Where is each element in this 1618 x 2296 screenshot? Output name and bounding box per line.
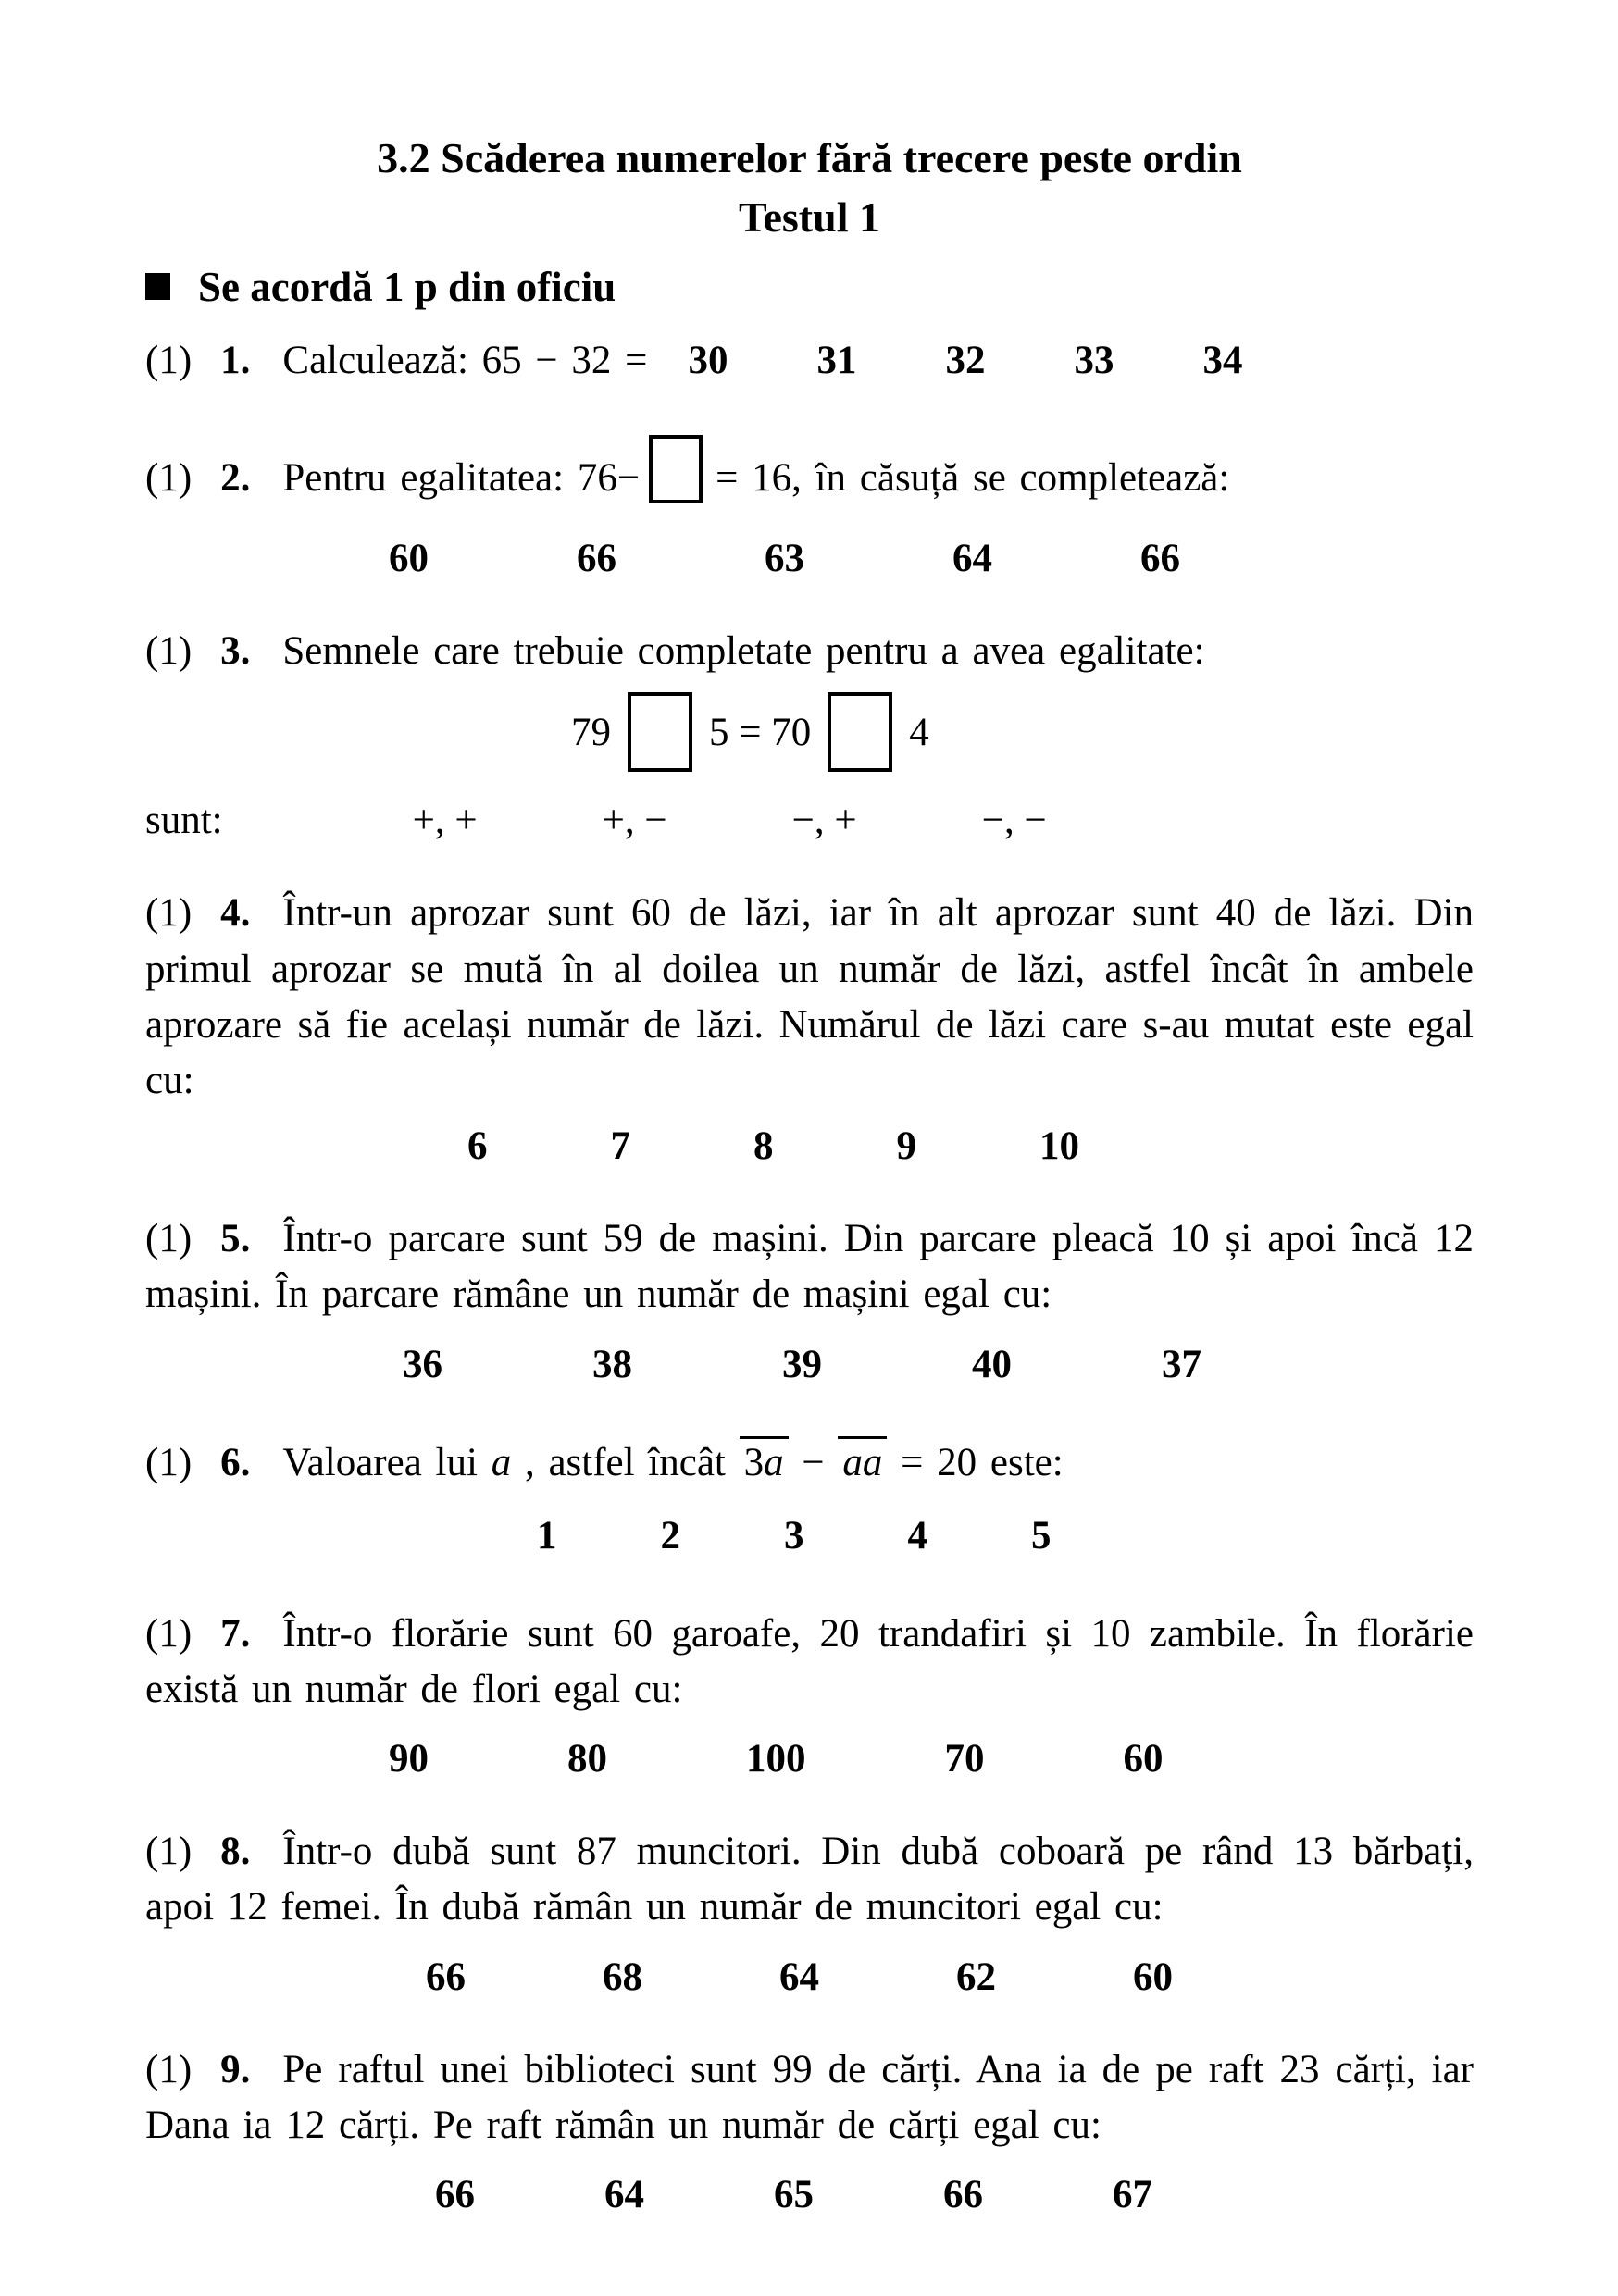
answer-option: 67 <box>1113 2172 1152 2216</box>
answer-options-row <box>145 1342 1474 1387</box>
question-points: (1) <box>145 1830 193 1874</box>
question-points: (1) <box>145 338 193 382</box>
question-5 <box>145 1211 1474 1386</box>
answer-option: 64 <box>604 2172 644 2216</box>
bullet-square-icon <box>145 273 170 300</box>
question-2-line <box>145 435 1474 506</box>
question-points: (1) <box>145 1440 193 1484</box>
answer-option: 10 <box>1039 1124 1079 1169</box>
question-3 <box>145 624 1474 843</box>
question-1-line <box>145 333 1474 389</box>
question-9-paragraph <box>145 2042 1474 2153</box>
answer-option: 63 <box>765 537 804 581</box>
answer-option: 66 <box>577 537 616 581</box>
question-6 <box>145 1435 1474 1558</box>
answer-option: 64 <box>779 1955 819 1999</box>
answer-option: 66 <box>943 2172 983 2216</box>
answer-options-row <box>145 1123 1474 1169</box>
office-note-text: Se acordă 1 p din oficiu <box>198 263 616 310</box>
question-text: = 20 este: <box>901 1440 1064 1484</box>
answer-option: 39 <box>782 1342 822 1386</box>
office-note <box>145 263 1474 311</box>
answer-option: 60 <box>1133 1955 1173 1999</box>
overline-aa <box>838 1436 887 1483</box>
question-points: (1) <box>145 629 193 674</box>
answer-option: 100 <box>746 1737 806 1781</box>
answer-box <box>649 435 703 503</box>
question-number: 1. <box>220 338 251 382</box>
question-text: Într-un aprozar sunt 60 de lăzi, iar în alt aprozar sunt 40 de lăzi. Din primul aprozar se mută în al doilea un număr de lăzi, astfel încât în ambele aprozare să fie același număr de lăzi. Numărul de lăzi care s-au mutat este egal cu: <box>145 891 1474 1103</box>
answer-option: 36 <box>403 1342 442 1386</box>
answer-option: 34 <box>1202 338 1243 382</box>
answer-option: 3 <box>784 1513 804 1558</box>
equation-row <box>145 692 1474 772</box>
question-number: 7. <box>220 1611 251 1656</box>
answer-option: 64 <box>952 537 992 581</box>
sunt-options-row <box>145 798 1474 843</box>
answer-options-row <box>145 1736 1474 1781</box>
question-points: (1) <box>145 891 193 936</box>
overline-variable: a <box>764 1440 784 1484</box>
sunt-label: sunt: <box>145 799 223 843</box>
answer-option: 80 <box>567 1737 607 1781</box>
answer-option: 40 <box>972 1342 1012 1386</box>
variable-a: a <box>491 1440 512 1484</box>
question-2 <box>145 435 1474 581</box>
question-points: (1) <box>145 1611 193 1656</box>
question-text-after-box: = 16, în căsuță se completează: <box>716 456 1230 501</box>
answer-option: −, − <box>981 799 1047 843</box>
overline-3a <box>740 1436 789 1483</box>
minus-sign: − <box>802 1440 825 1484</box>
overline-variable: aa <box>842 1440 883 1484</box>
question-8-paragraph <box>145 1824 1474 1935</box>
answer-option: 9 <box>896 1124 916 1169</box>
question-1 <box>145 333 1474 389</box>
answer-option: +, + <box>412 799 478 843</box>
question-text: Calculează: 65 − 32 = <box>282 338 648 382</box>
question-8 <box>145 1824 1474 1999</box>
equation-left: 79 <box>571 710 611 754</box>
answer-options-row <box>145 1955 1474 2000</box>
answer-option: 33 <box>1074 338 1114 382</box>
question-text: Pe raftul unei biblioteci sunt 99 de cărți. Ana ia de pe raft 23 cărți, iar Dana ia 12 cărți. Pe raft rămân un număr de cărți egal cu: <box>145 2047 1474 2147</box>
answer-options-row <box>145 536 1474 581</box>
answer-option: 90 <box>389 1737 429 1781</box>
equation-middle: 5 = 70 <box>709 710 812 754</box>
equation-right: 4 <box>909 710 929 754</box>
question-4-paragraph <box>145 886 1474 1109</box>
question-text: , astfel încât <box>524 1440 726 1484</box>
overline-digit: 3 <box>743 1440 765 1484</box>
question-text: Semnele care trebuie completate pentru a avea egalitate: <box>282 629 1205 674</box>
answer-option: 65 <box>774 2172 814 2216</box>
question-points: (1) <box>145 456 193 501</box>
answer-option: −, + <box>791 799 857 843</box>
question-5-paragraph <box>145 1211 1474 1322</box>
question-text: Valoarea lui <box>282 1440 478 1484</box>
page-subtitle: Testul 1 <box>739 192 880 241</box>
answer-option: 30 <box>688 338 728 382</box>
question-points: (1) <box>145 1217 193 1261</box>
answer-option: 2 <box>660 1513 680 1558</box>
question-9 <box>145 2042 1474 2217</box>
answer-box <box>628 692 692 772</box>
question-3-line <box>145 624 1474 679</box>
answer-option: 5 <box>1031 1513 1052 1558</box>
answer-option: 8 <box>753 1124 774 1169</box>
answer-option: 4 <box>907 1513 927 1558</box>
answer-box <box>828 692 892 772</box>
answer-option: 60 <box>389 537 429 581</box>
question-number: 2. <box>220 456 251 501</box>
answer-options-row <box>145 1513 1474 1558</box>
question-points: (1) <box>145 2047 193 2091</box>
question-text: Într-o parcare sunt 59 de mașini. Din parcare pleacă 10 și apoi încă 12 mașini. În parcare rămâne un număr de mașini egal cu: <box>145 1217 1474 1317</box>
question-number: 8. <box>220 1830 251 1874</box>
answer-option: 62 <box>956 1955 996 1999</box>
question-number: 5. <box>220 1217 251 1261</box>
question-number: 9. <box>220 2047 251 2091</box>
answer-option: 70 <box>944 1737 985 1781</box>
answer-option: 7 <box>610 1124 630 1169</box>
answer-option: 31 <box>816 338 857 382</box>
answer-option: 66 <box>1140 537 1180 581</box>
question-text: Într-o florărie sunt 60 garoafe, 20 trandafiri și 10 zambile. În florărie există un număr de flori egal cu: <box>145 1611 1474 1711</box>
answer-option: 60 <box>1123 1737 1164 1781</box>
question-text-before-box: Pentru egalitatea: 76− <box>282 456 641 501</box>
answer-option: 68 <box>603 1955 642 1999</box>
answer-option: 37 <box>1162 1342 1201 1386</box>
answer-option: 6 <box>467 1124 488 1169</box>
page-title: 3.2 Scăderea numerelor fără trecere peste ordin <box>377 134 1242 181</box>
question-4 <box>145 886 1474 1169</box>
question-number: 6. <box>220 1440 251 1484</box>
answer-option: 32 <box>945 338 986 382</box>
answer-option: 66 <box>426 1955 466 1999</box>
question-text: Într-o dubă sunt 87 muncitori. Din dubă coboară pe rând 13 bărbați, apoi 12 femei. În dubă rămân un număr de muncitori egal cu: <box>145 1830 1474 1930</box>
answer-option: 38 <box>592 1342 632 1386</box>
answer-options-row <box>145 2172 1474 2217</box>
question-7 <box>145 1607 1474 1781</box>
answer-option: +, − <box>602 799 667 843</box>
answer-option: 66 <box>435 2172 475 2216</box>
question-6-line <box>145 1435 1474 1491</box>
question-number: 4. <box>220 891 251 936</box>
sign-options <box>413 798 1047 843</box>
question-7-paragraph <box>145 1607 1474 1718</box>
question-number: 3. <box>220 629 251 674</box>
answer-option: 1 <box>537 1513 557 1558</box>
